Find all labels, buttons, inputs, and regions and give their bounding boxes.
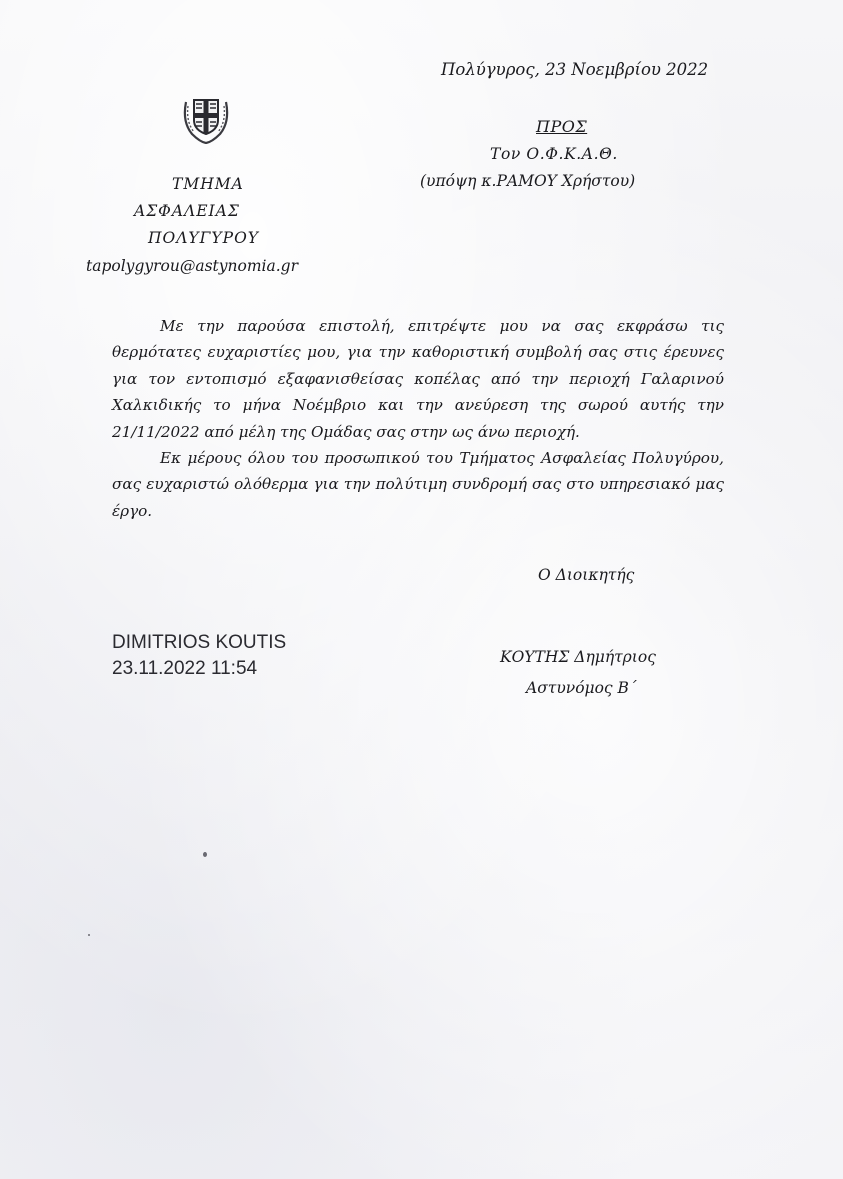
- sender-email: tapolygyrou@astynomia.gr: [86, 257, 298, 275]
- digital-signature-name: DIMITRIOS KOUTIS: [112, 632, 287, 653]
- recipient: Τον Ο.Φ.Κ.Α.Θ.: [490, 145, 618, 163]
- paper-speck: [203, 852, 207, 857]
- paper-speck: [88, 934, 90, 936]
- body-paragraph-1: Με την παρούσα επιστολή, επιτρέψτε μου να σας εκφράσω τις θερμότατες ευχαριστίες μου, για την καθοριστική συμβολή σας στις έρευνες για τον εντοπισμό εξαφανισθείσας κοπέλας από την περιοχή Γαλαρινού Χαλκιδικής το μήνα Νοέμβριο και την ανεύρεση της σωρού αυτής την 21/11/2022 από μέλη της Ομάδας σας στην ως άνω περιοχή.: [112, 317, 724, 441]
- letter-body: [112, 313, 724, 524]
- department-line-3: ΠΟΛΥΓΥΡΟΥ: [148, 229, 260, 247]
- officer-name: ΚΟΥΤΗΣ Δημήτριος: [500, 648, 656, 666]
- department-line-2: ΑΣΦΑΛΕΙΑΣ: [134, 202, 240, 220]
- digital-signature-timestamp: 23.11.2022 11:54: [112, 658, 258, 679]
- signoff: Ο Διοικητής: [538, 566, 635, 584]
- attention-line: (υπόψη κ.ΡΑΜΟΥ Χρήστου): [420, 172, 636, 190]
- body-paragraph-2: Εκ μέρους όλου του προσωπικού του Τμήματος Ασφαλείας Πολυγύρου, σας ευχαριστώ ολόθερμα για την πολύτιμη συνδρομή σας στο υπηρεσιακό μας έργο.: [112, 449, 724, 520]
- place-date: Πολύγυρος, 23 Νοεμβρίου 2022: [441, 60, 709, 79]
- greek-coat-of-arms-icon: [178, 92, 234, 144]
- to-label: ΠΡΟΣ: [536, 117, 588, 136]
- department-line-1: ΤΜΗΜΑ: [172, 175, 244, 193]
- officer-rank: Αστυνόμος Β΄: [526, 679, 637, 697]
